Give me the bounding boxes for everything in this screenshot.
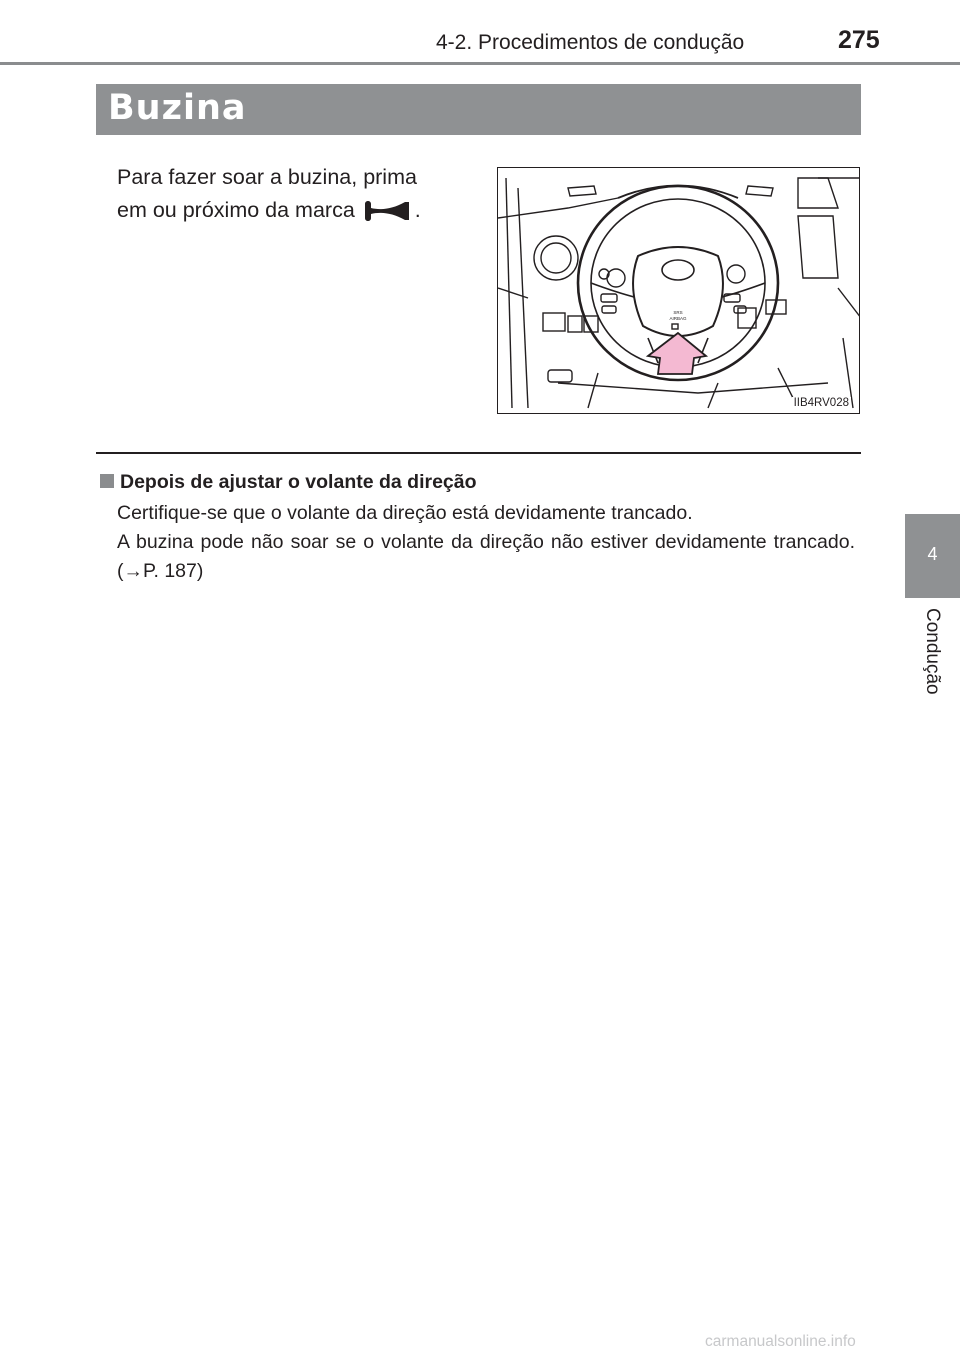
steering-wheel-illustration bbox=[497, 167, 860, 414]
section-divider bbox=[96, 452, 861, 454]
chapter-number: 4 bbox=[927, 544, 938, 564]
note-paragraph-2: A buzina pode não soar se o volante da direção não estiver devidamente trancado. (→P. 187) bbox=[117, 531, 855, 582]
page-number: 275 bbox=[838, 26, 880, 54]
horn-icon bbox=[361, 198, 413, 224]
running-header-section: 4-2. Procedimentos de condução bbox=[436, 31, 745, 54]
note-heading bbox=[100, 471, 477, 494]
note-body bbox=[117, 499, 855, 586]
header-rule bbox=[0, 62, 960, 65]
intro-line-2-end: . bbox=[414, 198, 421, 222]
square-bullet-icon bbox=[100, 474, 114, 488]
chapter-label: Condução bbox=[922, 608, 943, 695]
press-arrow bbox=[648, 333, 706, 374]
note-paragraph-1: Certifique-se que o volante da direção está devidamente trancado. bbox=[117, 502, 693, 524]
airbag-label-airbag: AIRBAG bbox=[669, 316, 687, 321]
intro-line-1: Para fazer soar a buzina, prima bbox=[117, 165, 417, 189]
section-title-bar bbox=[96, 84, 861, 135]
intro-paragraph bbox=[117, 161, 477, 227]
note-heading-text: Depois de ajustar o volante da direção bbox=[120, 471, 477, 493]
airbag-label-srs: SRS bbox=[673, 310, 683, 315]
section-title: Buzina bbox=[108, 88, 247, 128]
chapter-tab bbox=[905, 514, 960, 598]
steering-wheel-drawing bbox=[498, 168, 860, 414]
figure-code: IIB4RV028 bbox=[793, 397, 849, 409]
intro-line-2: em ou próximo da marca bbox=[117, 198, 355, 222]
watermark: carmanualsonline.info bbox=[705, 1333, 856, 1350]
